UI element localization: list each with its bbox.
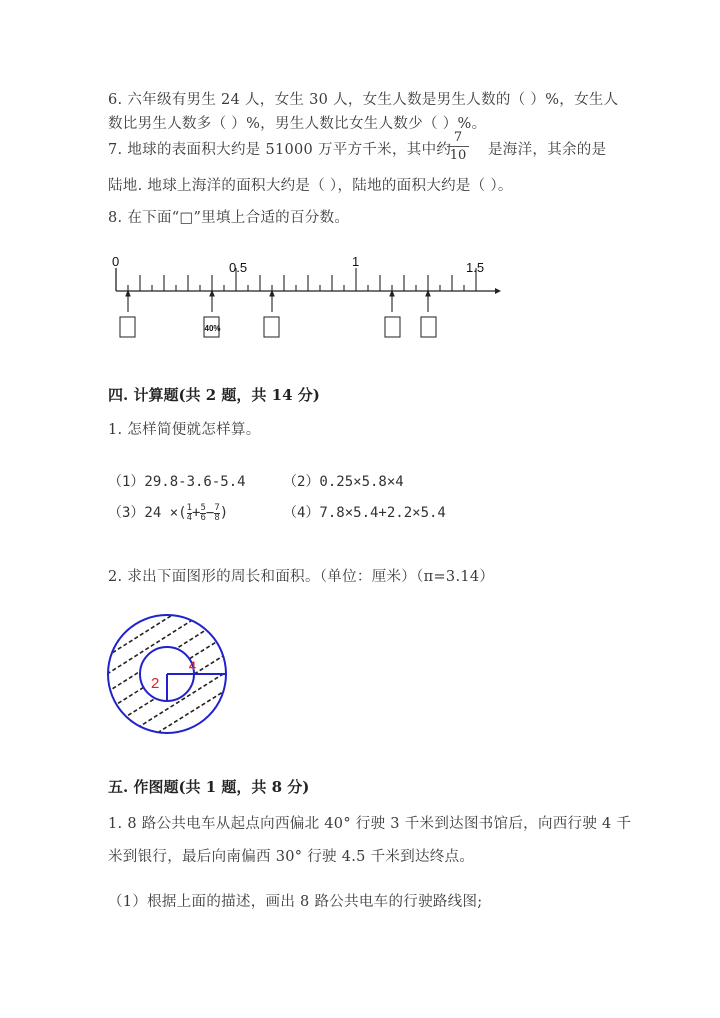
- label-0: 0: [112, 254, 120, 269]
- q7-line1-a: 7. 地球的表面积大约是 51000 万平方千米，其中约: [108, 142, 452, 158]
- q7-line1-b: 是海洋，其余的是: [488, 142, 607, 158]
- section5-q1-line2: 米到银行，最后向南偏西 30° 行驶 4.5 千米到达终点。: [108, 849, 475, 865]
- close-paren: ): [219, 505, 229, 521]
- calc-item-3-prefix: （3）24 ×: [108, 505, 179, 521]
- fraction-numerator: 7: [447, 130, 469, 147]
- section5-q1-sub1: （1）根据上面的描述，画出 8 路公共电车的行驶路线图;: [108, 894, 483, 910]
- answer-box-3[interactable]: [264, 317, 279, 337]
- open-paren: (: [178, 505, 187, 521]
- q7-line2: 陆地. 地球上海洋的面积大约是（ ），陆地的面积大约是（ ）。: [108, 178, 513, 194]
- calc-item-3: [108, 502, 228, 523]
- fraction-1-4: $\frac{1}{4}$: [186, 502, 193, 523]
- fraction-7-8: $\frac{7}{8}$: [214, 502, 220, 523]
- answer-box-2-value: 40%: [204, 324, 221, 333]
- section4-q2-text: 2. 求出下面图形的周长和面积。（单位：厘米）（π=3.14）: [108, 569, 495, 585]
- number-line-figure: [100, 250, 510, 350]
- q7-fraction: [447, 130, 469, 163]
- minus-sign: −: [205, 505, 215, 521]
- section4-heading: 四. 计算题(共 2 题，共 14 分): [108, 386, 320, 404]
- fraction-5-6: $\frac{5}{6}$: [200, 502, 206, 523]
- section5-q1-line1: 1. 8 路公共电车从起点向西偏北 40° 行驶 3 千米到达图书馆后，向西行驶 4 千: [108, 816, 632, 832]
- q6-line2: 数比男生人数多（ ）%，男生人数比女生人数少（ ）%。: [108, 116, 487, 132]
- section5-heading: 五. 作图题(共 1 题，共 8 分): [108, 778, 310, 796]
- calc-item-2: （2）0.25×5.8×4: [283, 474, 404, 490]
- label-0-5: 0.5: [229, 260, 248, 275]
- calc-item-1: （1）29.8-3.6-5.4: [108, 474, 246, 490]
- label-1-5: 1.5: [466, 260, 485, 275]
- q8-text: 8. 在下面“□”里填上合适的百分数。: [108, 210, 350, 226]
- q6-line1: 6. 六年级有男生 24 人，女生 30 人，女生人数是男生人数的（ ）%，女生人: [108, 92, 619, 108]
- inner-radius-label: 2: [151, 675, 160, 692]
- plus-sign: +: [192, 505, 201, 521]
- calc-item-4: （4）7.8×5.4+2.2×5.4: [283, 505, 446, 521]
- label-1: 1: [352, 254, 360, 269]
- arrow-head-icon: [495, 288, 501, 294]
- answer-box-4[interactable]: [385, 317, 400, 337]
- answer-box-1[interactable]: [120, 317, 135, 337]
- outer-radius-label: 4: [189, 659, 196, 673]
- section4-q1-text: 1. 怎样简便就怎样算。: [108, 422, 261, 438]
- fraction-denominator: 10: [449, 148, 467, 163]
- answer-box-5[interactable]: [421, 317, 436, 337]
- ring-figure: [105, 612, 230, 737]
